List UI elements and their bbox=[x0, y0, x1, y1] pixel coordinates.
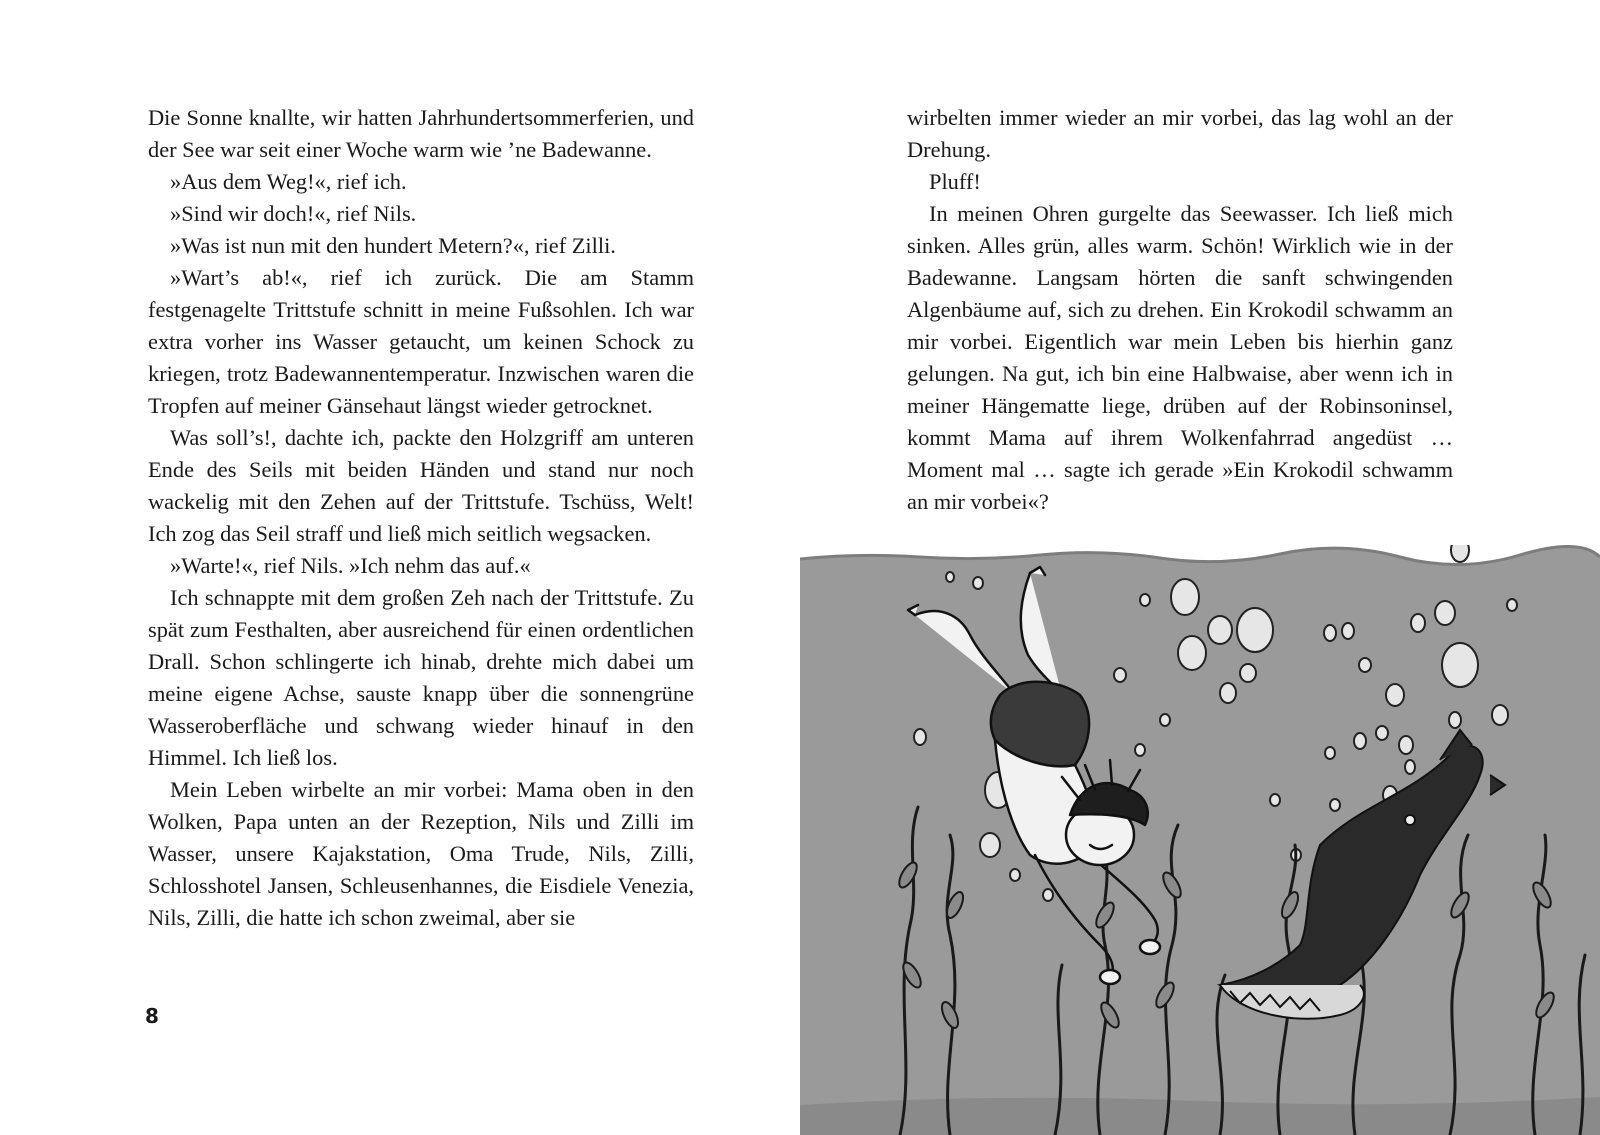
paragraph: »Warte!«, rief Nils. »Ich nehm das auf.« bbox=[170, 553, 531, 578]
paragraph: »Sind wir doch!«, rief Nils. bbox=[170, 201, 417, 226]
right-page-text bbox=[907, 102, 1453, 518]
paragraph: Was soll’s!, dachte ich, packte den Holzgriff am unteren Ende des Seils mit beiden Händen und stand nur noch wackelig mit den Zehen auf der Trittstufe. Tschüss, Welt! Ich zog das Seil straff und ließ mich seitlich wegsacken. bbox=[148, 425, 694, 546]
right-page bbox=[800, 0, 1600, 1135]
left-page-text bbox=[148, 102, 694, 934]
paragraph: Mein Leben wirbelte an mir vorbei: Mama oben in den Wolken, Papa unten an der Rezeption, Nils und Zilli im Wasser, unsere Kajakstation, Oma Trude, Nils, Zilli, Schlosshotel Jansen, Schleusenhannes, die Eisdiele Venezia, Nils, Zilli, die hatte ich schon zweimal, aber sie bbox=[148, 777, 694, 930]
paragraph: wirbelten immer wieder an mir vorbei, das lag wohl an der Drehung. bbox=[907, 105, 1453, 162]
paragraph: »Wart’s ab!«, rief ich zurück. Die am Stamm festgenagelte Trittstufe schnitt in meine Fußsohlen. Ich war extra vorher ins Wasser getaucht, um keinen Schock zu kriegen, trotz Badewannentemperatur. Inzwischen waren die Tropfen auf meiner Gänsehaut längst wieder getrocknet. bbox=[148, 265, 694, 418]
paragraph: »Was ist nun mit den hundert Metern?«, rief Zilli. bbox=[170, 233, 616, 258]
paragraph: Ich schnappte mit dem großen Zeh nach der Trittstufe. Zu spät zum Festhalten, aber ausreichend für einen ordentlichen Drall. Schon schlingerte ich hinab, drehte mich dabei um meine eigene Achse, sauste knapp über die sonnengrüne Wasseroberfläche und schwang wieder hinauf in den Himmel. Ich ließ los. bbox=[148, 585, 694, 770]
paragraph: Die Sonne knallte, wir hatten Jahrhundertsommerferien, und der See war seit einer Woche warm wie ’ne Badewanne. bbox=[148, 105, 694, 162]
water-area bbox=[800, 546, 1600, 1135]
underwater-illustration bbox=[800, 545, 1600, 1135]
page-number: 8 bbox=[145, 1004, 159, 1028]
paragraph: »Aus dem Weg!«, rief ich. bbox=[170, 169, 407, 194]
paragraph: In meinen Ohren gurgelte das Seewasser. Ich ließ mich sinken. Alles grün, alles warm. Schön! Wirklich wie in der Badewanne. Langsam hörten die sanft schwingenden Algenbäume auf, sich zu drehen. Ein Krokodil schwamm an mir vorbei. Eigentlich war mein Leben bis hierhin ganz gelungen. Na gut, ich bin eine Halbwaise, aber wenn ich in meiner Hängematte liege, drüben auf der Robinsoninsel, kommt Mama auf ihrem Wolkenfahrrad angedüst … Moment mal … sagte ich gerade »Ein Krokodil schwamm an mir vorbei«? bbox=[907, 201, 1453, 514]
paragraph: Pluff! bbox=[929, 169, 981, 194]
